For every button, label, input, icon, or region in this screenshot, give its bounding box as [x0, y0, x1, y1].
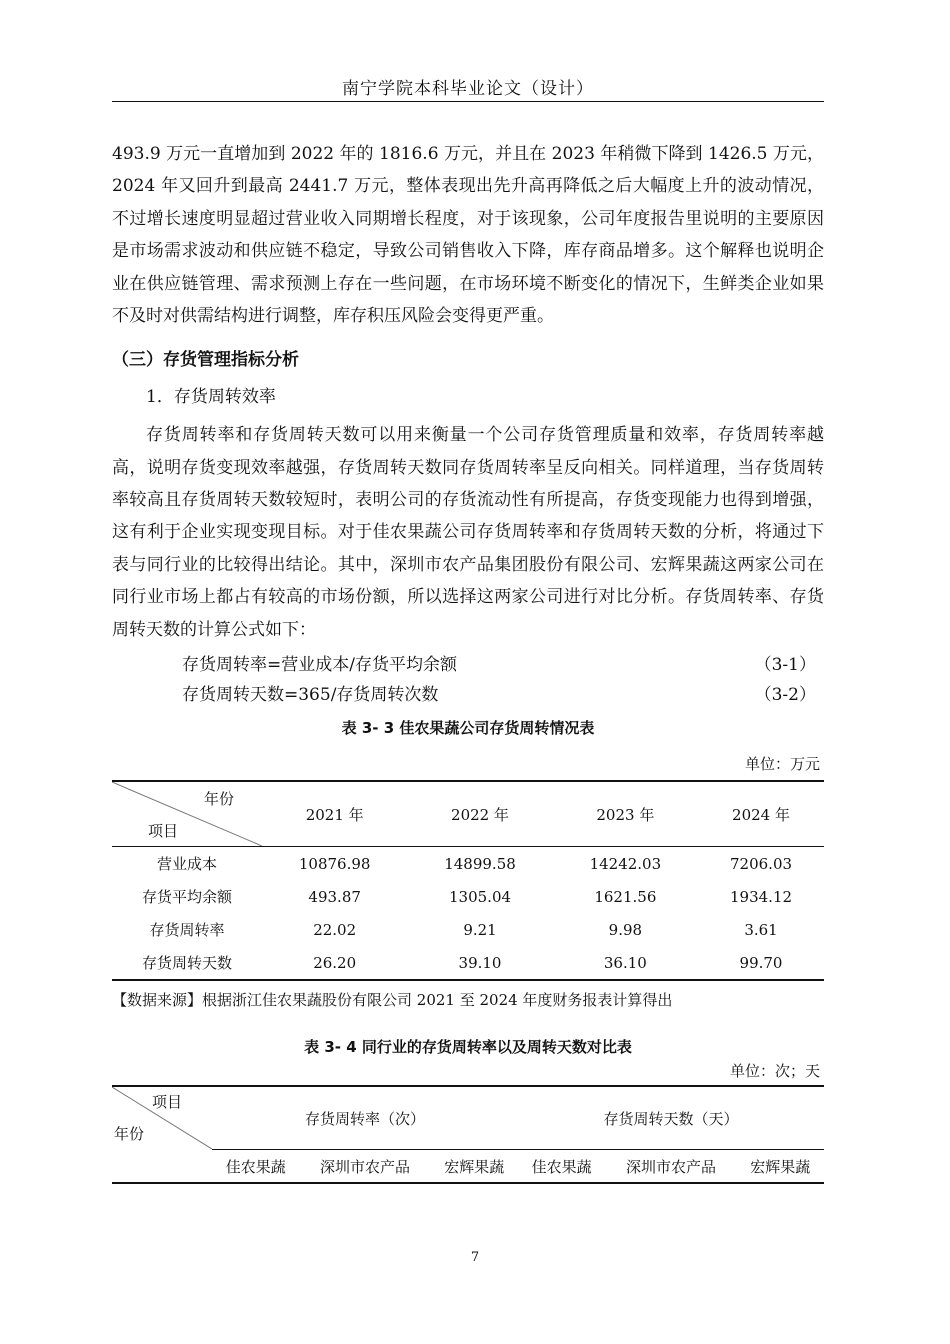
group-header: 存货周转率（次）	[304, 1109, 425, 1128]
table-cell: 7206.03	[730, 854, 793, 873]
subheader-cell: 佳农果蔬	[518, 1150, 605, 1184]
table-cell: 26.20	[313, 953, 357, 972]
table2-unit: 单位：次；天	[729, 1062, 820, 1081]
page-body	[112, 138, 824, 1184]
subheader-cell: 深圳市农产品	[605, 1150, 736, 1184]
table-cell: 99.70	[739, 953, 783, 972]
section-heading: （三）存货管理指标分析	[112, 350, 299, 371]
column-header: 2024 年	[698, 781, 824, 847]
table-row	[112, 847, 824, 881]
table-cell: 39.10	[458, 953, 502, 972]
page-number: 7	[470, 1250, 480, 1265]
diagonal-line	[112, 782, 262, 846]
column-header: 2021 年	[262, 781, 407, 847]
formula-3-2	[112, 680, 824, 710]
column-header: 2022 年	[407, 781, 552, 847]
header-rule	[112, 101, 824, 102]
table2-caption: 表 3- 4 同行业的存货周转率以及周转天数对比表	[304, 1038, 632, 1057]
table-cell: 1621.56	[594, 887, 657, 906]
table-header-row	[112, 1086, 824, 1150]
formula-expression: 存货周转率=营业成本/存货平均余额	[182, 655, 457, 676]
formula-expression: 存货周转天数=365/存货周转次数	[182, 685, 439, 706]
page-header: 南宁学院本科毕业论文（设计）	[342, 79, 594, 99]
subheader-cell: 宏辉果蔬	[737, 1150, 824, 1184]
column-header: 2023 年	[553, 781, 698, 847]
corner-column-label: 年份	[204, 790, 235, 809]
formula-number: （3-2）	[754, 685, 816, 706]
table-cell: 36.10	[603, 953, 647, 972]
table-cell: 9.98	[608, 920, 643, 939]
subheader-cell: 深圳市农产品	[299, 1150, 430, 1184]
corner-column-label: 项目	[152, 1093, 183, 1112]
table-row	[112, 946, 824, 980]
empty-cell	[112, 1150, 212, 1184]
table-cell: 9.21	[463, 920, 497, 939]
table-cell: 3.61	[744, 920, 778, 939]
formula-3-1	[112, 650, 824, 680]
table-cell: 1934.12	[730, 887, 793, 906]
inventory-turnover-table	[112, 780, 824, 981]
table-cell: 22.02	[313, 920, 357, 939]
formula-number: （3-1）	[754, 655, 816, 676]
subheader-cell: 佳农果蔬	[212, 1150, 299, 1184]
paragraph-2: 存货周转率和存货周转天数可以用来衡量一个公司存货管理质量和效率，存货周转率越高，说明存货变现效率越强，存货周转天数同存货周转率呈反向相关。同样道理，当存货周转率较高且存货周转天数较短时，表明公司的存货流动性有所提高，存货变现能力也得到增强，这有利于企业实现变现目标。对于佳农果蔬公司存货周转率和存货周转天数的分析，将通过下表与同行业的比较得出结论。其中，深圳市农产品集团股份有限公司、宏辉果蔬这两家公司在同行业市场上都占有较高的市场份额，所以选择这两家公司进行对比分析。存货周转率、存货周转天数的计算公式如下：	[112, 425, 824, 640]
table-cell: 493.87	[308, 887, 361, 906]
table-cell: 14242.03	[589, 854, 662, 873]
table-cell: 1305.04	[449, 887, 512, 906]
table-header-row	[112, 781, 824, 847]
subheader-cell: 宏辉果蔬	[431, 1150, 518, 1184]
group-header: 存货周转天数（天）	[603, 1109, 739, 1128]
row-label: 存货周转天数	[141, 954, 232, 973]
corner-row-label: 项目	[148, 822, 179, 841]
table1-caption: 表 3- 3 佳农果蔬公司存货周转情况表	[341, 719, 595, 738]
table1-source-note: 【数据来源】根据浙江佳农果蔬股份有限公司 2021 至 2024 年度财务报表计算得出	[112, 991, 673, 1010]
paragraph-1: 493.9 万元一直增加到 2022 年的 1816.6 万元，并且在 2023 年稍微下降到 1426.5 万元，2024 年又回升到最高 2441.7 万元，整体表现出先升高再降低之后大幅度上升的波动情况，不过增长速度明显超过营业收入同期增长程度，对于该现象，公司年度报告里说明的主要原因是市场需求波动和供应链不稳定，导致公司销售收入下降，库存商品增多。这个解释也说明企业在供应链管理、需求预测上存在一些问题，在市场环境不断变化的情况下，生鲜类企业如果不及时对供需结构进行调整，库存积压风险会变得更严重。	[112, 144, 824, 327]
table-row	[112, 913, 824, 946]
subsection-heading: 1．存货周转效率	[146, 386, 276, 407]
row-label: 存货平均余额	[141, 888, 232, 907]
table-subheader-row	[112, 1150, 824, 1184]
industry-comparison-table	[112, 1085, 824, 1184]
row-label: 营业成本	[156, 855, 217, 874]
table-row	[112, 880, 824, 913]
table1-unit: 单位：万元	[744, 755, 820, 774]
row-label: 存货周转率	[149, 921, 225, 940]
table-cell: 14899.58	[444, 854, 516, 873]
table-cell: 10876.98	[298, 854, 371, 873]
corner-cell	[112, 1086, 212, 1150]
corner-row-label: 年份	[114, 1125, 145, 1144]
corner-cell	[112, 781, 262, 847]
